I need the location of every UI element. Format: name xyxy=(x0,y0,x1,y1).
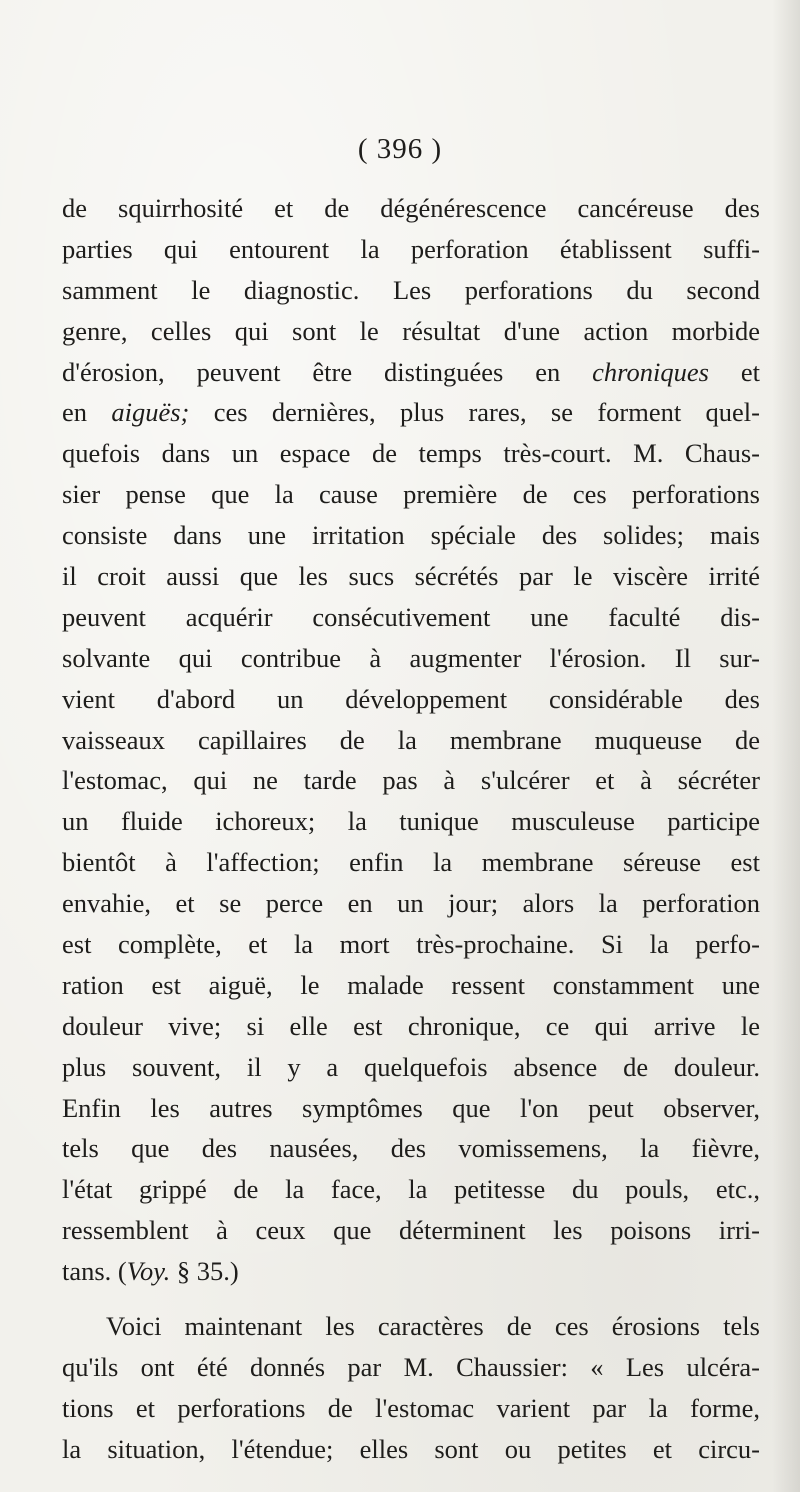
text-line: genre, celles qui sont le résultat d'une action morbide xyxy=(62,315,760,346)
text-line: de squirrhosité et de dégénérescence cancéreuse des xyxy=(62,193,760,223)
text-line: vient d'abord un développement considérable des xyxy=(62,683,760,714)
text-line: vaisseaux capillaires de la membrane muqueuse de xyxy=(62,724,760,755)
page-number: ( 396 ) xyxy=(357,133,443,165)
text-line: d'érosion, peuvent être distinguées en chroniques et xyxy=(62,356,760,387)
text-line: tions et perforations de l'estomac varient par la forme, xyxy=(62,1392,760,1423)
text-line: tels que des nausées, des vomissemens, la fièvre, xyxy=(62,1133,760,1164)
text-line: ration est aiguë, le malade ressent constamment une xyxy=(62,969,760,1000)
text-line: sier pense que la cause première de ces perforations xyxy=(62,479,760,510)
text-line: envahie, et se perce en un jour; alors la perforation xyxy=(62,888,760,919)
text-line: quefois dans un espace de temps très-court. M. Chaus- xyxy=(62,438,760,469)
text-line: un fluide ichoreux; la tunique musculeuse participe xyxy=(62,806,760,837)
text-line: la situation, l'étendue; elles sont ou petites et circu- xyxy=(62,1433,760,1464)
text-line: en aiguës; ces dernières, plus rares, se forment quel- xyxy=(62,397,760,428)
page-edge-shadow xyxy=(772,0,800,1492)
text-line: solvante qui contribue à augmenter l'érosion. Il sur- xyxy=(62,642,760,673)
text-line: Voici maintenant les caractères de ces érosions tels xyxy=(106,1311,760,1342)
text-line: il croit aussi que les sucs sécrétés par le viscère irrité xyxy=(62,561,760,592)
text-line: bientôt à l'affection; enfin la membrane séreuse est xyxy=(62,847,760,878)
text-line: ressemblent à ceux que déterminent les poisons irri- xyxy=(62,1215,760,1246)
body-text xyxy=(62,188,760,1470)
text-line: parties qui entourent la perforation établissent suffi- xyxy=(62,233,760,264)
text-line: douleur vive; si elle est chronique, ce qui arrive le xyxy=(62,1010,760,1041)
text-line: est complète, et la mort très-prochaine. Si la perfo- xyxy=(62,929,760,960)
text-line: plus souvent, il y a quelquefois absence de douleur. xyxy=(62,1051,760,1082)
text-line: l'état grippé de la face, la petitesse du pouls, etc., xyxy=(62,1174,760,1205)
text-line: samment le diagnostic. Les perforations du second xyxy=(62,274,760,305)
text-line: consiste dans une irritation spéciale des solides; mais xyxy=(62,520,760,551)
text-line: peuvent acquérir consécutivement une faculté dis- xyxy=(62,601,760,632)
text-line: tans. (Voy. § 35.) xyxy=(62,1256,239,1287)
text-line: Enfin les autres symptômes que l'on peut observer, xyxy=(62,1092,760,1123)
text-line: l'estomac, qui ne tarde pas à s'ulcérer et à sécréter xyxy=(62,765,760,796)
text-line: qu'ils ont été donnés par M. Chaussier: « Les ulcéra- xyxy=(62,1351,760,1382)
